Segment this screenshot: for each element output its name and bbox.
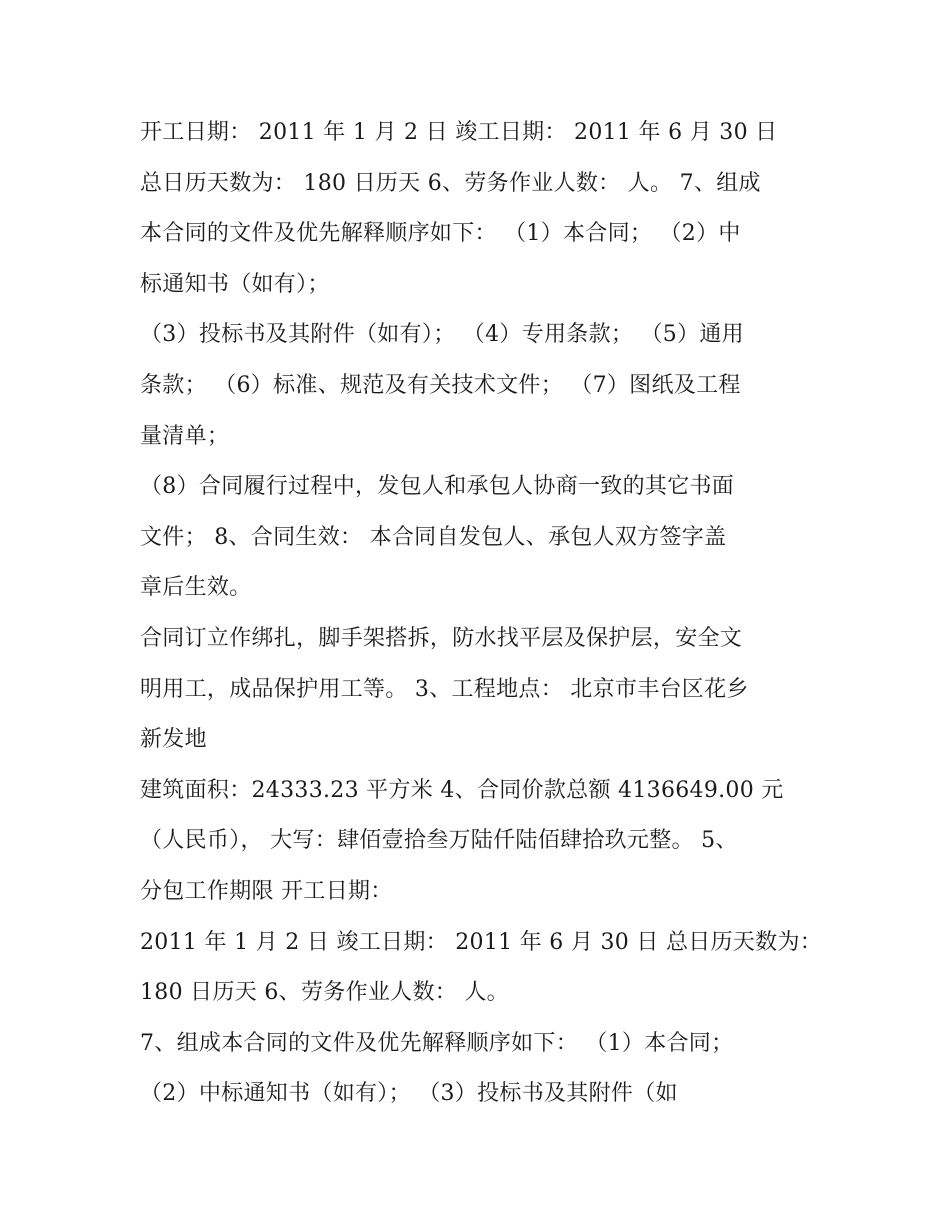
text-line: 明用工，成品保护用工等。 3、工程地点： 北京市丰台区花乡 bbox=[140, 676, 749, 702]
text-line: 7、组成本合同的文件及优先解释顺序如下： （1）本合同； bbox=[140, 1030, 734, 1056]
text-line: 量清单； bbox=[140, 423, 230, 449]
text-line: 标通知书（如有）； bbox=[140, 271, 330, 297]
text-line: 2011 年 1 月 2 日 竣工日期： 2011 年 6 月 30 日 总日历天数为： bbox=[140, 929, 823, 955]
text-line: 条款； （6）标准、规范及有关技术文件； （7）图纸及工程 bbox=[140, 372, 741, 398]
text-line: （3）投标书及其附件（如有）； （4）专用条款； （5）通用 bbox=[140, 322, 744, 348]
text-line: 章后生效。 bbox=[140, 575, 252, 601]
text-line: （人民币）， 大写：肆佰壹拾叁万陆仟陆佰肆拾玖元整。 5、 bbox=[140, 828, 738, 854]
text-line: 建筑面积：24333.23 平方米 4、合同价款总额 4136649.00 元 bbox=[140, 777, 784, 803]
text-line: 文件； 8、合同生效： 本合同自发包人、承包人双方签字盖 bbox=[140, 524, 727, 550]
text-line: 合同订立作绑扎，脚手架搭拆，防水找平层及保护层，安全文 bbox=[140, 625, 743, 651]
document-body bbox=[140, 108, 830, 1120]
text-line: 总日历天数为： 180 日历天 6、劳务作业人数： 人。 7、组成 bbox=[140, 170, 761, 196]
text-line: 开工日期： 2011 年 1 月 2 日 竣工日期： 2011 年 6 月 30 日 bbox=[140, 120, 778, 145]
text-line: （8）合同履行过程中，发包人和承包人协商一致的其它书面 bbox=[140, 474, 735, 500]
text-line: 180 日历天 6、劳务作业人数： 人。 bbox=[140, 980, 509, 1006]
text-line: （2）中标通知书（如有）； （3）投标书及其附件（如 bbox=[140, 1081, 678, 1107]
text-line: 新发地 bbox=[140, 727, 207, 753]
text-line: 本合同的文件及优先解释顺序如下： （1）本合同； （2）中 bbox=[140, 221, 741, 247]
text-line: 分包工作期限 开工日期： bbox=[140, 878, 393, 904]
